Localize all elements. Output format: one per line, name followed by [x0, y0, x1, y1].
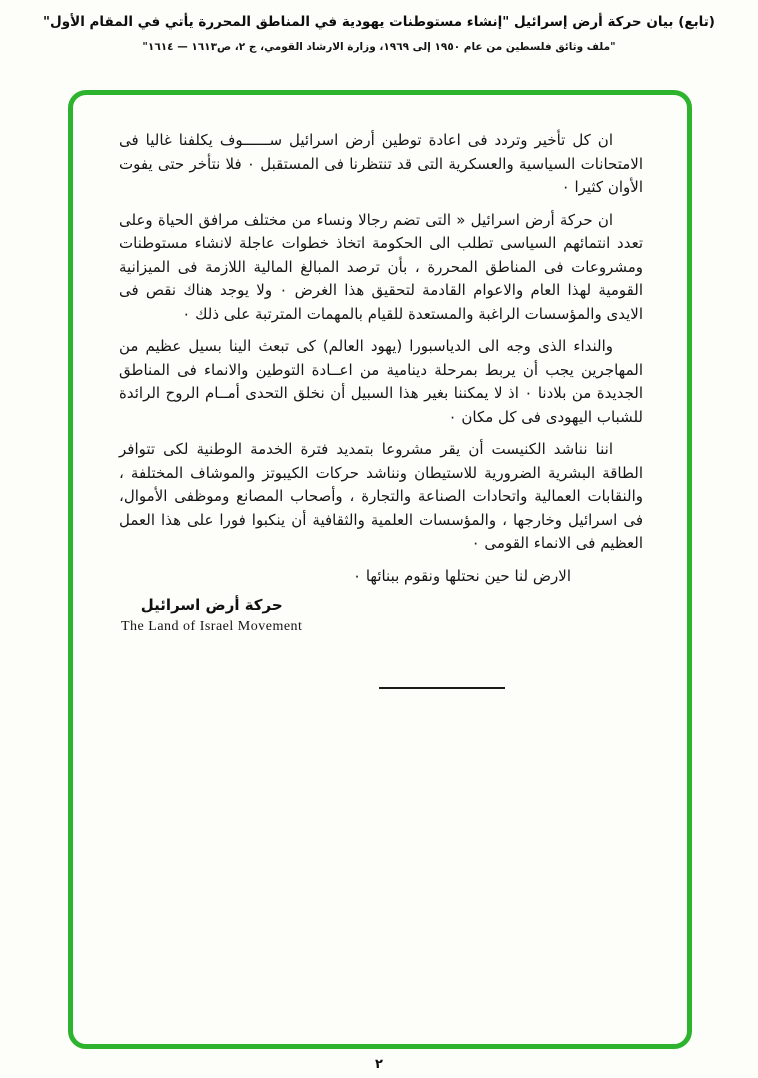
document-header-title: (تابع) بيان حركة أرض إسرائيل "إنشاء مستوطنات يهودية في المناطق المحررة يأتي في المقام الأول" — [43, 14, 715, 30]
body-paragraph: اننا نناشد الكنيست أن يقر مشروعا بتمديد فترة الخدمة الوطنية لكى تتوافر الطاقة البشرية الضرورية للاستيطان ونناشد حركات الكيبوتز والموشاف المختلفة ، والنقابات العمالية واتحادات الصناعة والتجارة ، وأصحاب المصانع وموظفى الأموال، فى اسرائيل وخارجها ، والمؤسسات العلمية والثقافية أن ينكبوا فورا على هذا العمل العظيم فى الانماء القومى ٠ — [119, 440, 643, 552]
closing-line: الارض لنا حين نحتلها ونقوم ببنائها ٠ — [353, 566, 571, 585]
document-source-citation: "ملف وثائق فلسطين من عام ١٩٥٠ إلى ١٩٦٩، وزارة الارشاد القومي، ج ٢، ص١٦١٣ — ١٦١٤" — [142, 41, 616, 53]
document-frame — [68, 90, 692, 1049]
document-body — [119, 129, 643, 556]
signature-english: The Land of Israel Movement — [121, 619, 303, 634]
signature-arabic: حركة أرض اسرائيل — [140, 596, 283, 614]
signature-block — [121, 596, 302, 635]
body-paragraph: والنداء الذى وجه الى الدياسبورا (يهود العالم) كى تبعث الينا بسيل عظيم من المهاجرين يجب أن يربط بمرحلة دينامية من اعــادة التوطين والانماء فى المناطق الجديدة من بلادنا ٠ اذ لا يمكننا بغير هذا السبيل أن نخلق التحدى أمــام الروح الرائدة للشباب اليهودى فى كل مكان ٠ — [119, 337, 643, 426]
page-header — [0, 0, 758, 53]
divider-line — [379, 687, 505, 689]
body-paragraph: ان حركة أرض اسرائيل « التى تضم رجالا ونساء من مختلف مرافق الحياة وعلى تعدد انتمائهم السياسى تطلب الى الحكومة اتخاذ خطوات عاجلة لانشاء مستوطنات ومشروعات فى المناطق المحررة ، بأن ترصد المبالغ المالية اللازمة فى الميزانية القومية لهذا العام والاعوام القادمة لتحقيق هذا الغرض ٠ ولا يوجد هناك نقص فى الايدى والمؤسسات الراغبة والمستعدة للقيام بالمهمات المترتبة على ذلك ٠ — [119, 210, 644, 323]
page-number: ٢ — [375, 1057, 383, 1072]
body-paragraph: ان كل تأخير وتردد فى اعادة توطين أرض اسرائيل ســــــوف يكلفنا غاليا فى الامتحانات السياسية والعسكرية التى قد تنتظرنا فى المستقبل ٠ فلا نتأخر حتى يفوت الأوان كثيرا ٠ — [119, 131, 643, 196]
